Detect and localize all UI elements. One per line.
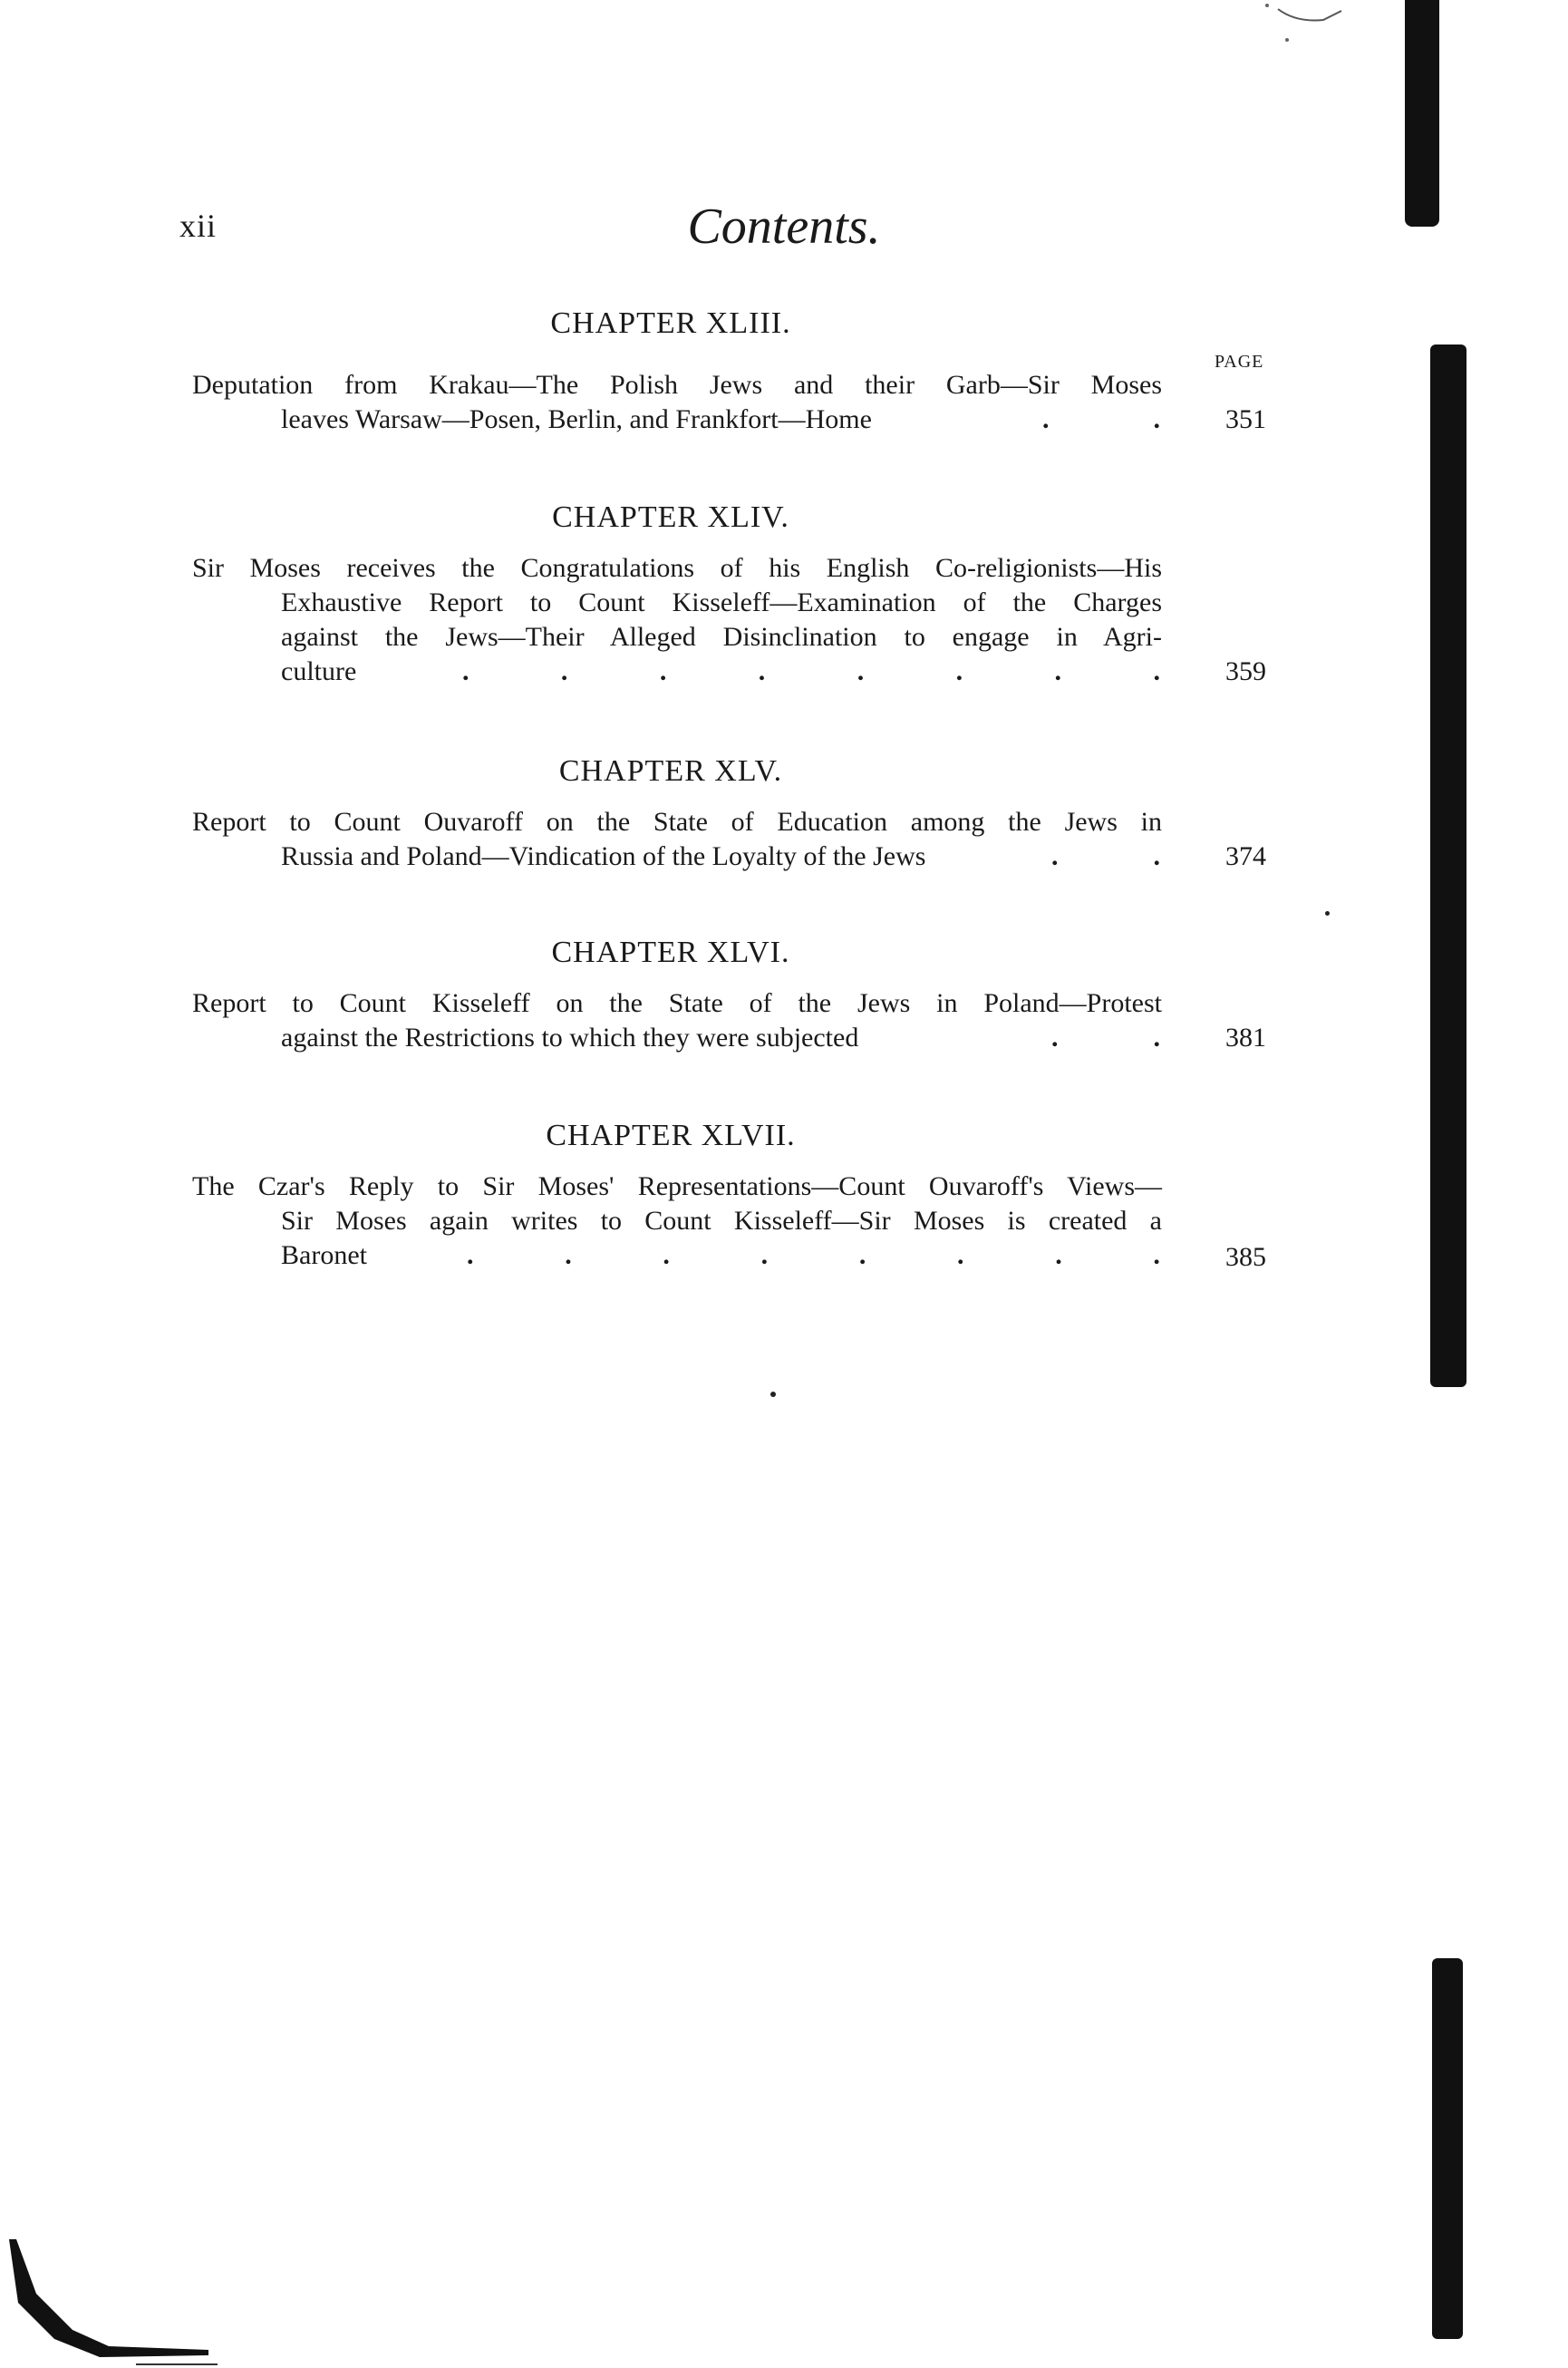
chapter-summary-line: Report to Count Ouvaroff on the State of Education among the Jews in: [192, 807, 1162, 837]
dot-leader: . . . . . . . .: [462, 656, 1160, 686]
chapter-summary-line: against the Restrictions to which they were subjected: [281, 1023, 859, 1053]
scan-speck: [770, 1392, 776, 1397]
corner-artifact: [1260, 0, 1360, 54]
chapter-summary-line: against the Jews—Their Alleged Disinclination to engage in Agri-: [281, 622, 1162, 652]
chapter-heading: CHAPTER XLVII.: [546, 1119, 796, 1152]
dot-leader: . . . . . . . .: [467, 1240, 1160, 1270]
page-column-label: PAGE: [1215, 352, 1264, 372]
chapter-summary-line: Report to Count Kisseleff on the State of the Jews in Poland—Protest: [192, 988, 1162, 1018]
page-number: 385: [1225, 1242, 1266, 1272]
chapter-summary-line: Deputation from Krakau—The Polish Jews and their Garb—Sir Moses: [192, 370, 1162, 400]
chapter-summary-line: culture: [281, 656, 357, 686]
chapter-heading: CHAPTER XLIV.: [552, 500, 789, 534]
chapter-summary-line: The Czar's Reply to Sir Moses' Representations—Count Ouvaroff's Views—: [192, 1171, 1162, 1201]
chapter-summary-line: Russia and Poland—Vindication of the Loyalty of the Jews: [281, 841, 926, 871]
running-head: Contents.: [687, 199, 881, 255]
chapter-summary-line: leaves Warsaw—Posen, Berlin, and Frankfort—Home: [281, 404, 872, 434]
chapter-summary-line: Sir Moses receives the Congratulations of his English Co-religionists—His: [192, 553, 1162, 583]
chapter-heading: CHAPTER XLIII.: [550, 306, 791, 340]
scan-speck: [1325, 911, 1330, 916]
chapter-summary-line: Sir Moses again writes to Count Kisseleff—Sir Moses is created a: [281, 1206, 1162, 1236]
page-number: 359: [1225, 656, 1266, 686]
page-number: 374: [1225, 841, 1266, 871]
page-number: 351: [1225, 404, 1266, 434]
chapter-heading: CHAPTER XLVI.: [551, 936, 790, 969]
binding-shadow-middle: [1430, 345, 1466, 1387]
dot-leader: . .: [1042, 404, 1160, 434]
binding-shadow-bottom: [1432, 1958, 1463, 2339]
binding-shadow-top: [1405, 0, 1439, 227]
dot-leader: . .: [1051, 841, 1160, 871]
chapter-summary-line: Baronet: [281, 1240, 367, 1270]
page-number: 381: [1225, 1023, 1266, 1053]
page-folio: xii: [179, 208, 218, 244]
corner-artifact: [0, 2212, 227, 2368]
chapter-heading: CHAPTER XLV.: [558, 754, 783, 788]
chapter-summary-line: Exhaustive Report to Count Kisseleff—Examination of the Charges: [281, 587, 1162, 617]
dot-leader: . .: [1051, 1023, 1160, 1053]
